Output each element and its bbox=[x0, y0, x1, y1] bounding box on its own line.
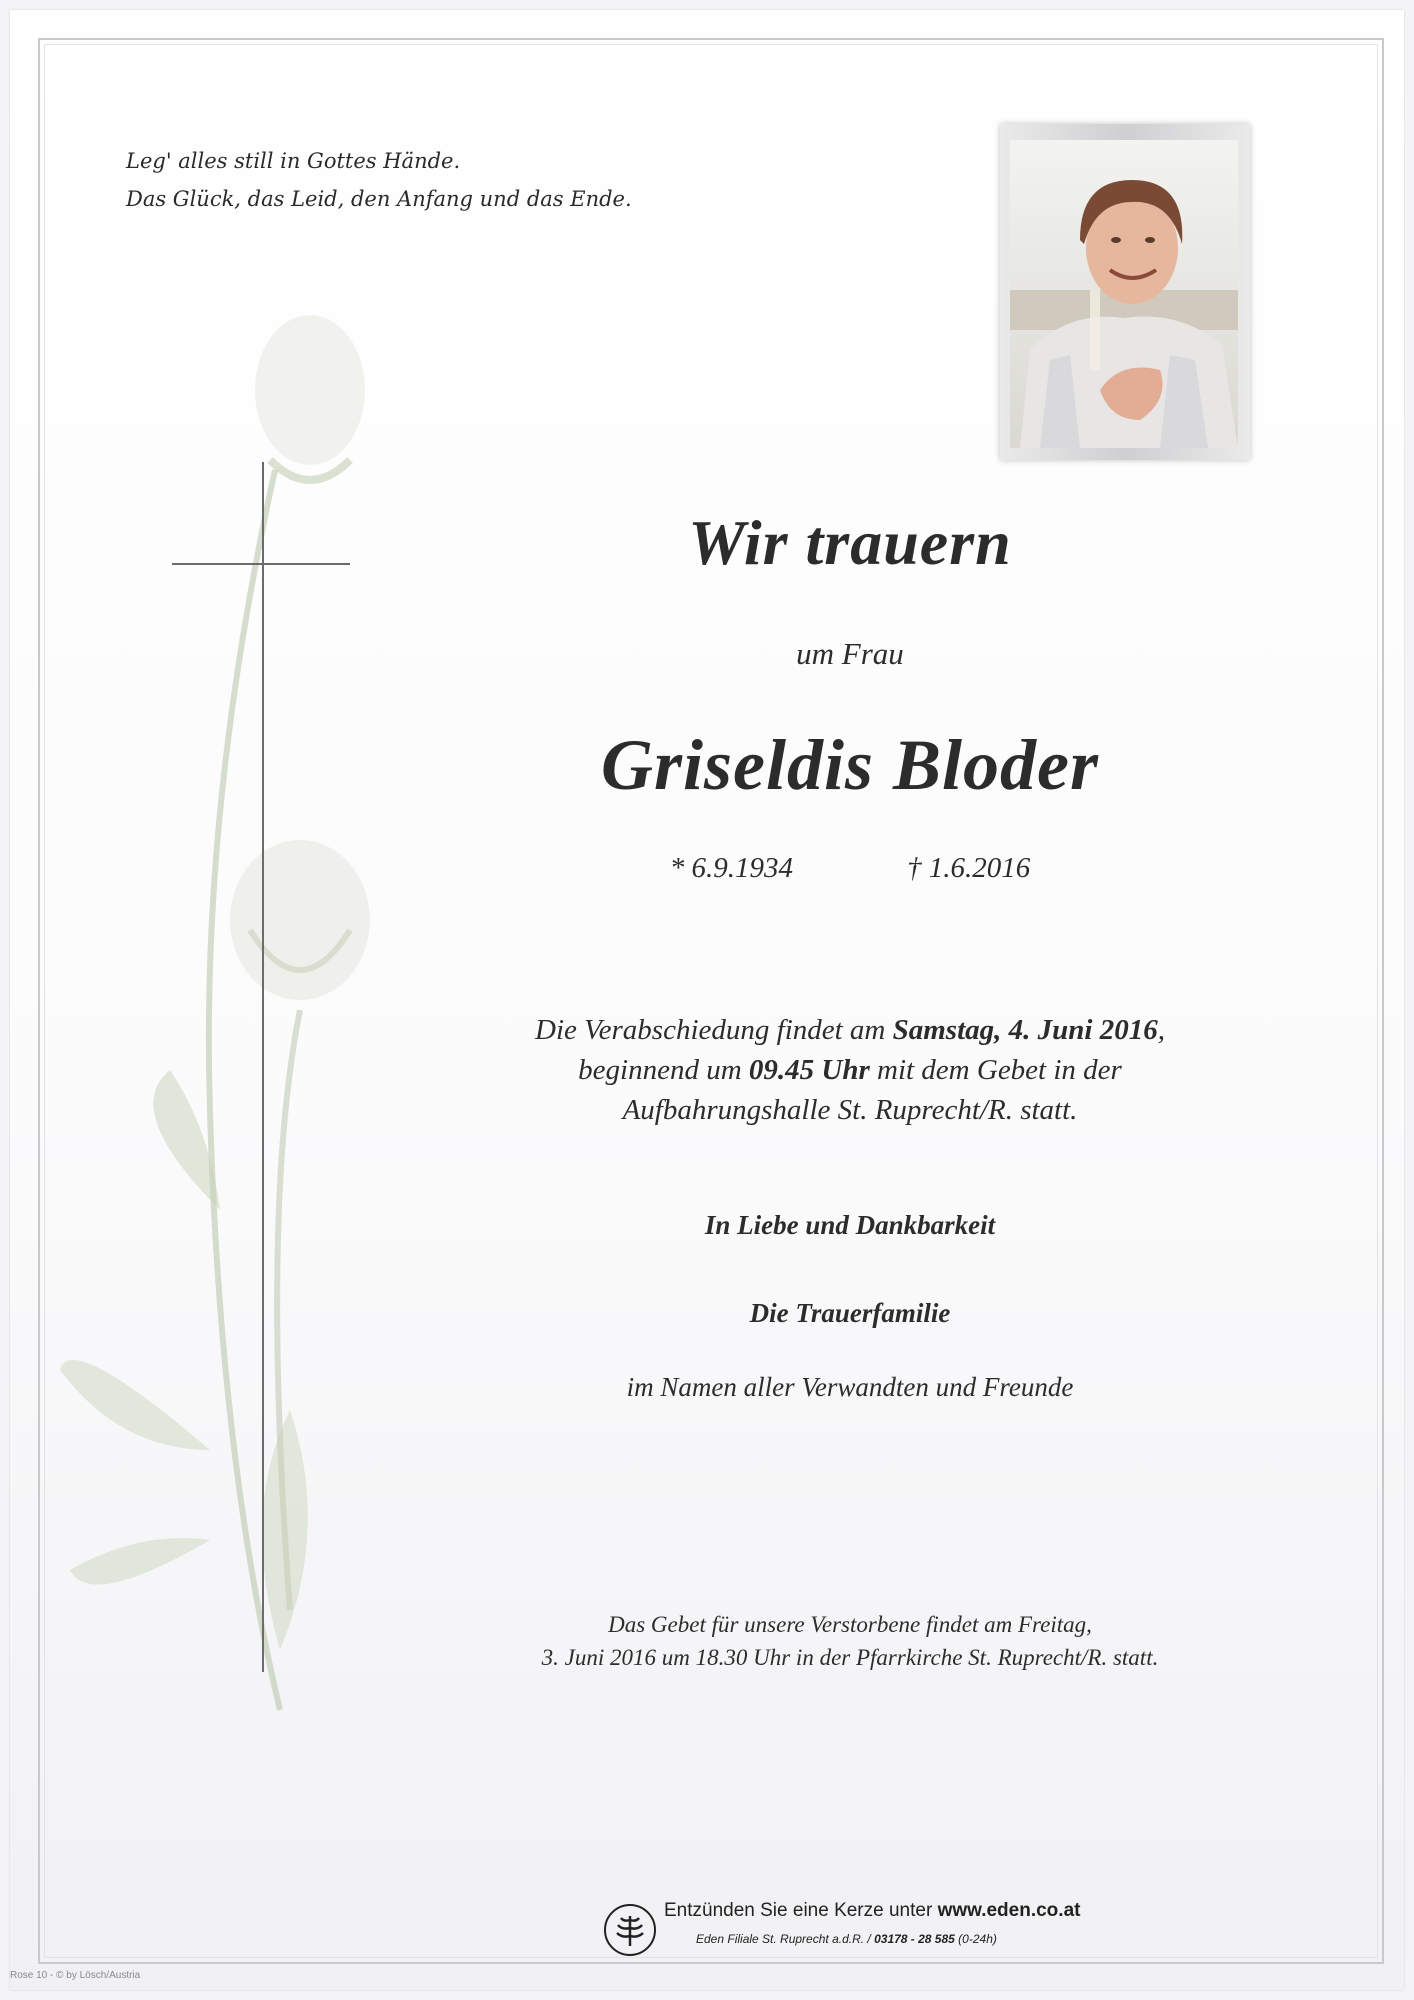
candle-line bbox=[664, 1900, 1080, 1922]
candle-text: Entzünden Sie eine Kerze unter bbox=[664, 1900, 938, 1921]
phone-hours: (0-24h) bbox=[954, 1932, 997, 1946]
obituary-sheet bbox=[10, 10, 1404, 1990]
branch-text: Eden Filiale St. Ruprecht a.d.R. / bbox=[696, 1932, 875, 1946]
subline: um Frau bbox=[796, 636, 904, 671]
farewell-text-3: beginnend um bbox=[578, 1054, 749, 1086]
footer bbox=[604, 1896, 1164, 1960]
cross-vertical bbox=[262, 462, 264, 1672]
cross-horizontal bbox=[172, 563, 350, 565]
portrait-frame bbox=[1000, 124, 1250, 460]
family-line: Die Trauerfamilie bbox=[749, 1298, 951, 1328]
motto-line-1: Leg' alles still in Gottes Hände. bbox=[126, 149, 461, 173]
death-date: † 1.6.2016 bbox=[907, 852, 1031, 884]
white-rose-illustration bbox=[60, 310, 440, 1810]
farewell-time: 09.45 Uhr bbox=[748, 1054, 870, 1086]
farewell-text-1: Die Verabschiedung findet am bbox=[535, 1014, 893, 1046]
motto bbox=[126, 142, 726, 218]
life-dates bbox=[450, 852, 1250, 885]
prayer-notice bbox=[450, 1608, 1250, 1674]
farewell-text-4: mit dem Gebet in der bbox=[869, 1054, 1122, 1086]
copyright-credit: Rose 10 - © by Lösch/Austria bbox=[10, 1970, 141, 1981]
farewell-text-5: Aufbahrungshalle St. Ruprecht/R. statt. bbox=[622, 1094, 1078, 1126]
branch-line bbox=[696, 1932, 997, 1946]
portrait-photo bbox=[1010, 140, 1238, 448]
website-link[interactable]: www.eden.co.at bbox=[937, 1900, 1081, 1921]
farewell-notice bbox=[450, 1010, 1250, 1130]
phone-number: 03178 - 28 585 bbox=[874, 1932, 955, 1946]
eden-leaf-icon bbox=[604, 1904, 656, 1956]
relatives-line: im Namen aller Verwandten und Freunde bbox=[626, 1372, 1074, 1402]
headline: Wir trauern bbox=[688, 507, 1012, 578]
love-line: In Liebe und Dankbarkeit bbox=[704, 1210, 996, 1240]
birth-date: * 6.9.1934 bbox=[669, 852, 793, 884]
deceased-name: Griseldis Bloder bbox=[600, 725, 1100, 805]
motto-line-2: Das Glück, das Leid, den Anfang und das Ende. bbox=[126, 187, 632, 211]
farewell-text-2: , bbox=[1157, 1014, 1165, 1046]
farewell-day: Samstag, 4. Juni 2016 bbox=[892, 1014, 1158, 1046]
prayer-line-2: 3. Juni 2016 um 18.30 Uhr in der Pfarrkirche St. Ruprecht/R. statt. bbox=[541, 1645, 1159, 1670]
prayer-line-1: Das Gebet für unsere Verstorbene findet am Freitag, bbox=[608, 1612, 1092, 1637]
